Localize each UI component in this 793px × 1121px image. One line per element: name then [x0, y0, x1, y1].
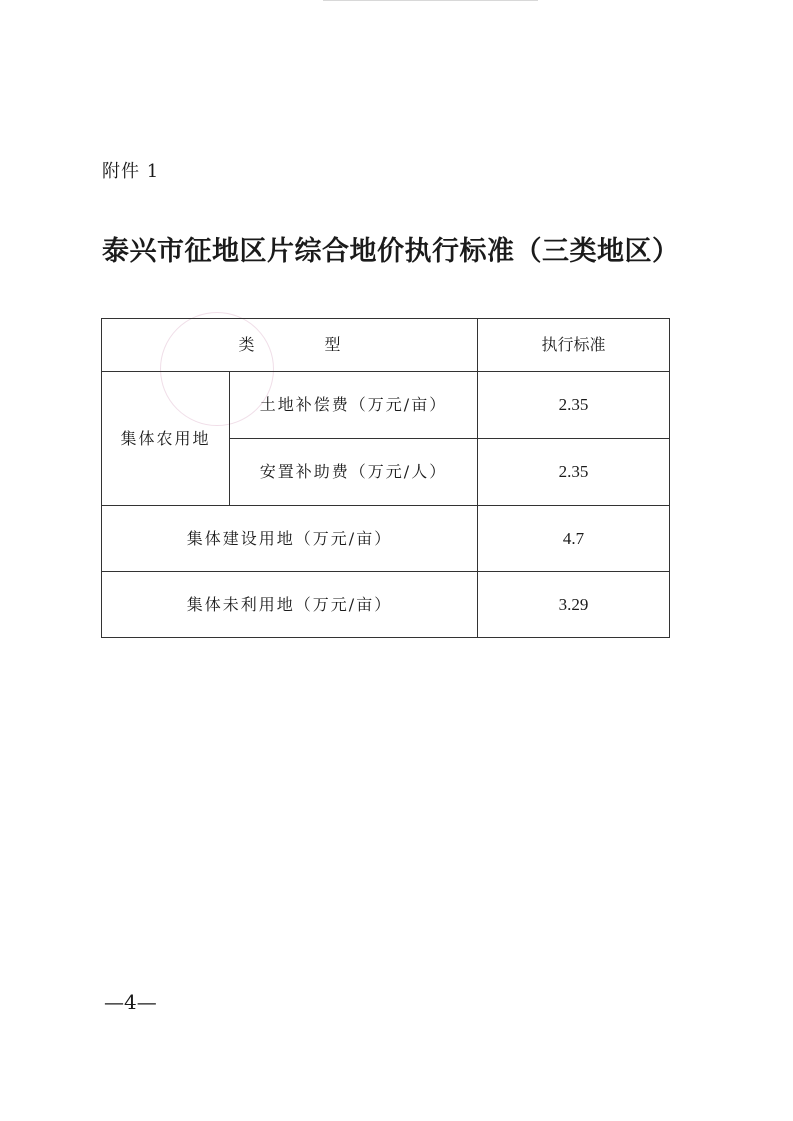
collective-unused-land-label: 集体未利用地（万元/亩）: [102, 572, 478, 638]
collective-farmland-cell: 集体农用地: [102, 372, 230, 506]
page-top-rule: [323, 0, 538, 1]
collective-unused-land-value: 3.29: [478, 572, 670, 638]
type-header-char-1: 类: [238, 335, 255, 354]
land-price-standards-table: [101, 318, 670, 638]
collective-construction-land-value: 4.7: [478, 506, 670, 572]
resettlement-subsidy-value: 2.35: [478, 439, 670, 506]
attachment-label: 附件 1: [102, 161, 160, 182]
table-row: [102, 506, 670, 572]
table-row: [102, 372, 670, 439]
land-compensation-label: 土地补偿费（万元/亩）: [230, 372, 478, 439]
document-title: 泰兴市征地区片综合地价执行标准（三类地区）: [102, 236, 680, 267]
table-header-row: [102, 319, 670, 372]
standard-header-cell: 执行标准: [478, 319, 670, 372]
collective-construction-land-label: 集体建设用地（万元/亩）: [102, 506, 478, 572]
resettlement-subsidy-label: 安置补助费（万元/人）: [230, 439, 478, 506]
page-number: —4—: [104, 990, 157, 1014]
type-header-char-2: 型: [324, 335, 341, 354]
table-row: [102, 572, 670, 638]
type-header-cell: [102, 319, 478, 372]
land-compensation-value: 2.35: [478, 372, 670, 439]
